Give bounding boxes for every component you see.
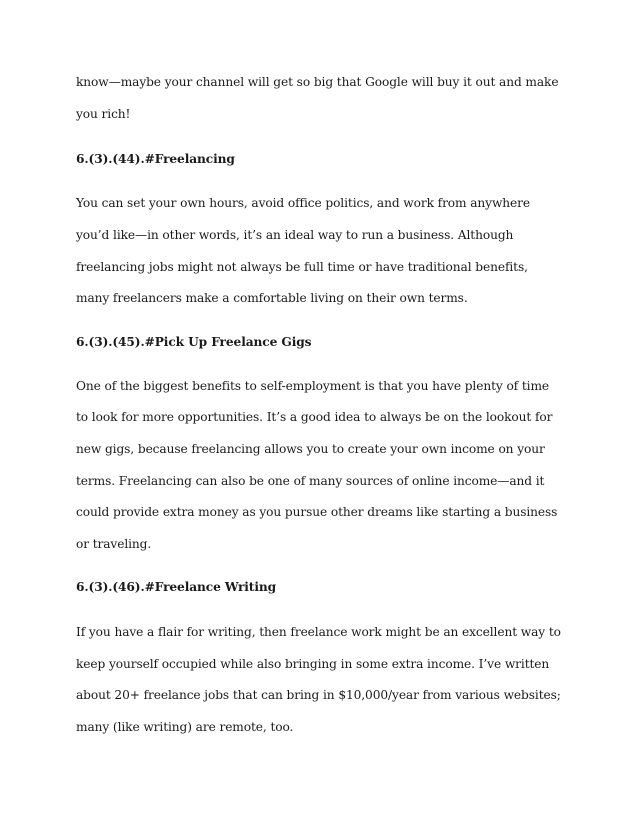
- section-heading-freelancing: 6.(3).(44).#Freelancing: [76, 152, 235, 166]
- paragraph-line: could provide extra money as you pursue other dreams like starting a business: [76, 505, 558, 519]
- paragraph-line: If you have a flair for writing, then freelance work might be an excellent way to: [76, 625, 561, 639]
- paragraph-line: terms. Freelancing can also be one of many sources of online income—and it: [76, 474, 545, 488]
- paragraph-line: One of the biggest benefits to self-employment is that you have plenty of time: [76, 379, 550, 393]
- intro-line: know—maybe your channel will get so big that Google will buy it out and make: [76, 75, 559, 89]
- paragraph-line: about 20+ freelance jobs that can bring in $10,000/year from various websites;: [76, 688, 561, 702]
- section-heading-pick-up-freelance-gigs: 6.(3).(45).#Pick Up Freelance Gigs: [76, 335, 312, 349]
- paragraph-line: to look for more opportunities. It’s a good idea to always be on the lookout for: [76, 410, 553, 424]
- paragraph-line: keep yourself occupied while also bringing in some extra income. I’ve written: [76, 657, 550, 671]
- paragraph-line: You can set your own hours, avoid office politics, and work from anywhere: [76, 196, 531, 210]
- section-heading-freelance-writing: 6.(3).(46).#Freelance Writing: [76, 580, 277, 594]
- paragraph-line: many freelancers make a comfortable living on their own terms.: [76, 291, 468, 305]
- intro-line: you rich!: [76, 107, 131, 121]
- paragraph-line: new gigs, because freelancing allows you to create your own income on your: [76, 442, 545, 456]
- paragraph-line: you’d like—in other words, it’s an ideal way to run a business. Although: [76, 228, 514, 242]
- paragraph-line: or traveling.: [76, 537, 152, 551]
- paragraph-line: freelancing jobs might not always be full time or have traditional benefits,: [76, 260, 528, 274]
- paragraph-line: many (like writing) are remote, too.: [76, 720, 294, 734]
